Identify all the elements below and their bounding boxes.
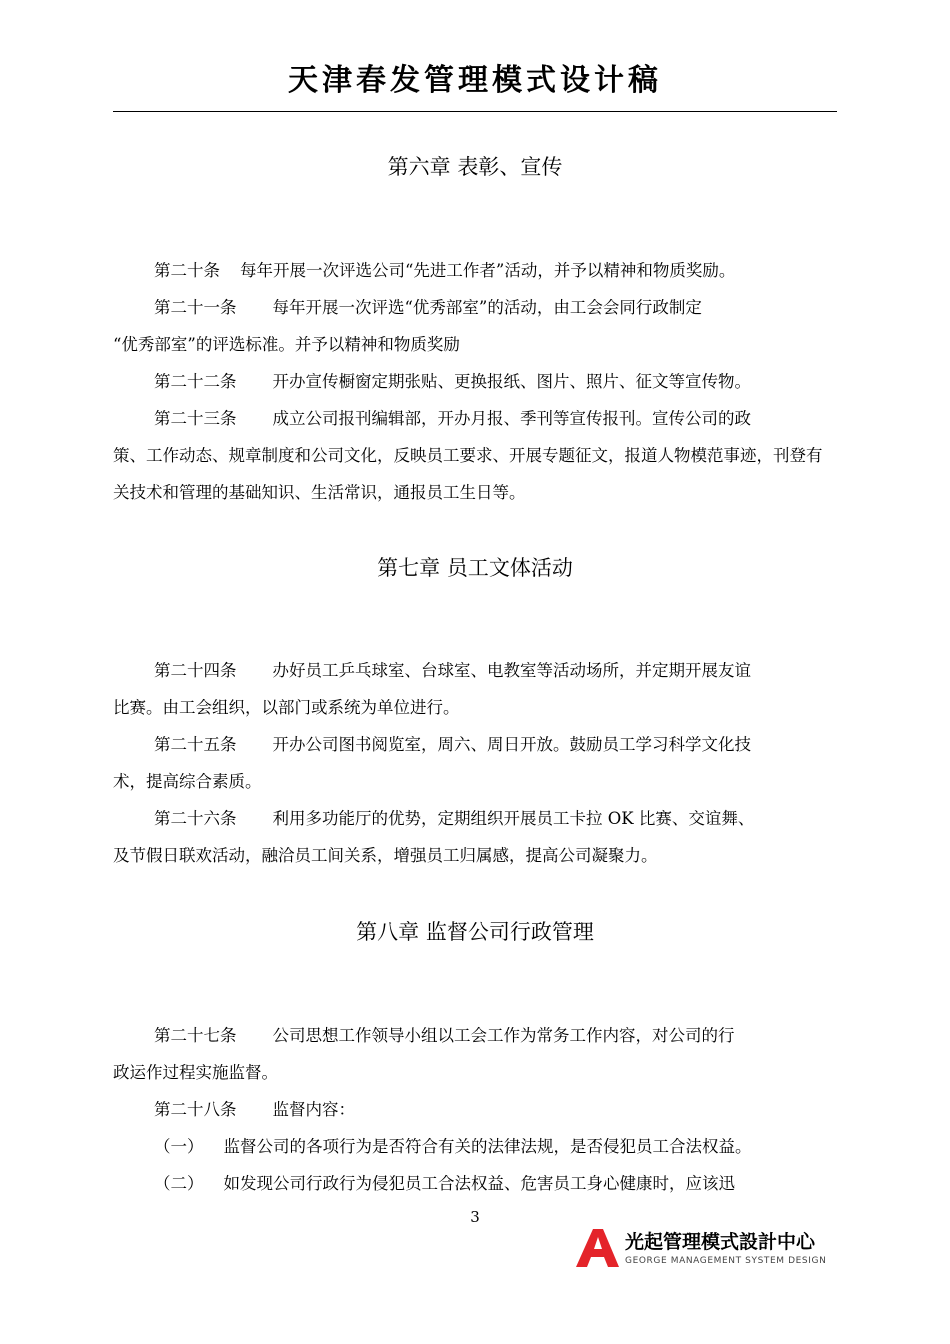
header-divider [113, 111, 837, 112]
article-text: 开办公司图书阅览室，周六、周日开放。鼓励员工学习科学文化技 [272, 735, 751, 754]
article-label: 第二十四条 [154, 661, 237, 680]
chapter-8-title: 第八章 监督公司行政管理 [356, 920, 594, 944]
list-item-text: 如发现公司行政行为侵犯员工合法权益、危害员工身心健康时，应该迅 [223, 1174, 735, 1193]
article-label: 第二十三条 [154, 409, 237, 428]
list-item-2 [113, 1165, 837, 1202]
article-text: 监督内容： [272, 1100, 355, 1119]
article-label: 第二十条 [154, 261, 220, 280]
article-28 [113, 1091, 837, 1128]
list-item-text: 监督公司的各项行为是否符合有关的法律法规，是否侵犯员工合法权益。 [223, 1137, 752, 1156]
footer-logo [573, 1225, 839, 1270]
article-23-continued: 策、工作动态、规章制度和公司文化，反映员工要求、开展专题征文，报道人物模范事迹，刊登有关技术和管理的基础知识、生活常识，通报员工生日等。 [113, 446, 823, 502]
list-item-label: （一） [154, 1137, 204, 1156]
article-label: 第二十一条 [154, 298, 237, 317]
article-label: 第二十八条 [154, 1100, 237, 1119]
chapter-6-title: 第六章 表彰、宣传 [387, 155, 563, 179]
article-text: 每年开展一次评选“优秀部室”的活动，由工会会同行政制定 [272, 298, 702, 317]
article-text: 成立公司报刊编辑部，开办月报、季刊等宣传报刊。宣传公司的政 [272, 409, 751, 428]
list-item-1 [113, 1128, 837, 1165]
article-text: 开办宣传橱窗定期张贴、更换报纸、图片、照片、征文等宣传物。 [272, 372, 751, 391]
article-label: 第二十二条 [154, 372, 237, 391]
article-text: 利用多功能厅的优势，定期组织开展员工卡拉 OK 比赛、交谊舞、 [272, 809, 755, 828]
article-22 [113, 363, 837, 400]
article-text: 每年开展一次评选公司“先进工作者”活动，并予以精神和物质奖励。 [240, 261, 736, 280]
article-label: 第二十五条 [154, 735, 237, 754]
article-27 [113, 1017, 837, 1054]
logo-english-name: GEORGE MANAGEMENT SYSTEM DESIGN [625, 1256, 827, 1266]
document-header-title: 天津春发管理模式设计稿 [288, 63, 662, 98]
article-25 [113, 726, 837, 763]
article-21 [113, 289, 837, 326]
article-25-continued: 术，提高综合素质。 [113, 772, 262, 791]
article-label: 第二十六条 [154, 809, 237, 828]
article-27-continued: 政运作过程实施监督。 [113, 1063, 278, 1082]
article-26 [113, 800, 837, 837]
article-24 [113, 652, 837, 689]
list-item-label: （二） [154, 1174, 204, 1193]
article-text: 公司思想工作领导小组以工会工作为常务工作内容，对公司的行 [272, 1026, 735, 1045]
page-number: 3 [470, 1208, 480, 1226]
article-label: 第二十七条 [154, 1026, 237, 1045]
article-26-continued: 及节假日联欢活动，融洽员工间关系，增强员工归属感，提高公司凝聚力。 [113, 846, 658, 865]
logo-mark-icon [573, 1227, 621, 1269]
article-23 [113, 400, 837, 437]
article-text: 办好员工乒乓球室、台球室、电教室等活动场所，并定期开展友谊 [272, 661, 751, 680]
article-24-continued: 比赛。由工会组织，以部门或系统为单位进行。 [113, 698, 460, 717]
article-21-continued: “优秀部室”的评选标准。并予以精神和物质奖励 [113, 335, 460, 354]
article-20 [113, 252, 837, 289]
logo-chinese-name: 光起管理模式設計中心 [625, 1231, 816, 1253]
chapter-7-title: 第七章 员工文体活动 [377, 556, 573, 580]
